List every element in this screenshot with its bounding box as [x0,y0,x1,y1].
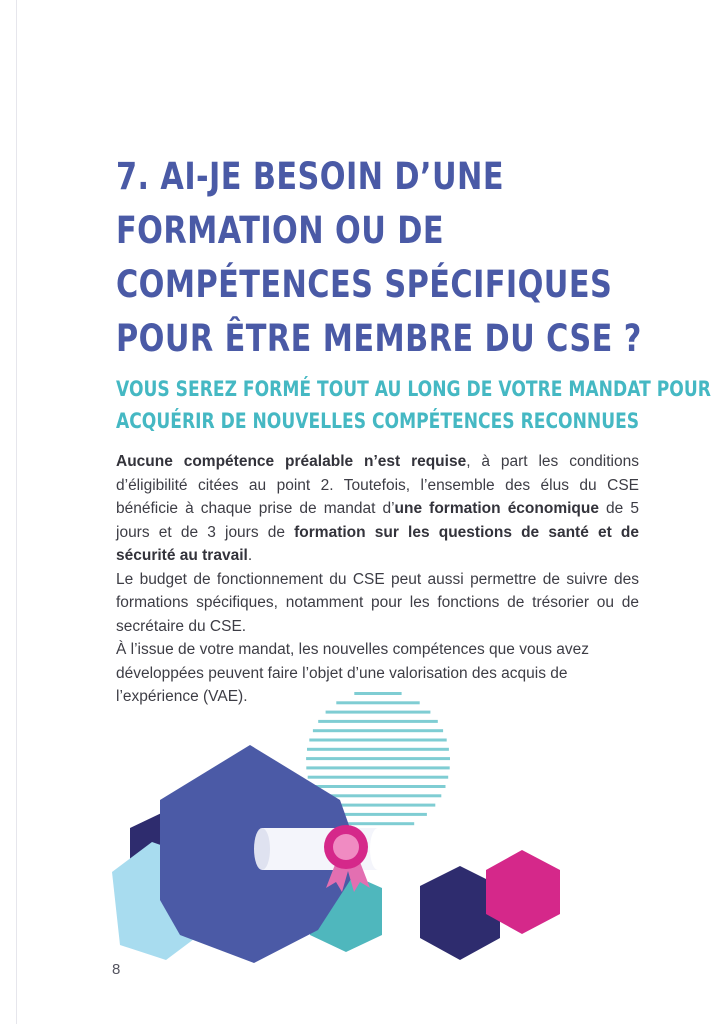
title-line: FORMATION OU DE [116,209,444,252]
stripe-line [309,739,446,742]
paragraph-vae: À l’issue de votre mandat, les nouvelles compétences que vous avez développées peuvent faire l’objet d’une valorisation des acquis de l’expérience (VAE). [116,641,590,705]
title-line: POUR ÊTRE MEMBRE DU CSE ? [116,317,642,360]
stripe-line [313,729,443,732]
stripe-line [307,748,449,751]
stripe-line [318,720,438,723]
stripe-line [342,822,415,825]
stripe-line [308,776,449,779]
bold-phrase: Aucune compétence préalable n’est requise [116,453,467,470]
text-run: . [247,547,253,564]
text-run: , à part les conditions d’éligibilité citées au point 2. Toutefois, l’ensemble des élus du CSE bénéficie à chaque prise de mandat d’ [116,453,639,517]
bold-phrase: formation sur les questions de santé et de sécurité au travail [116,523,639,564]
stripe-line [354,692,401,695]
subtitle-line: ACQUÉRIR DE NOUVELLES COMPÉTENCES RECONNUES [116,409,640,433]
stripe-line [336,701,419,704]
bold-phrase: une formation économique [394,500,599,517]
page-number: 8 [112,961,121,978]
stripe-line [326,711,431,714]
text-run: de 5 jours et de 3 jours de [116,500,639,541]
stripe-line [311,785,446,788]
stripe-line [306,757,450,760]
title-line: 7. AI-JE BESOIN D’UNE [116,155,504,198]
paragraph-budget: Le budget de fonctionnement du CSE peut aussi permettre de suivre des formations spécifiques, notamment pour les fonctions de trésorier ou de secrétaire du CSE. [116,570,639,635]
title-line: COMPÉTENCES SPÉCIFIQUES [116,263,613,306]
subtitle-line: VOUS SEREZ FORMÉ TOUT AU LONG DE VOTRE MANDAT POUR [116,377,711,401]
stripe-line [306,766,449,769]
